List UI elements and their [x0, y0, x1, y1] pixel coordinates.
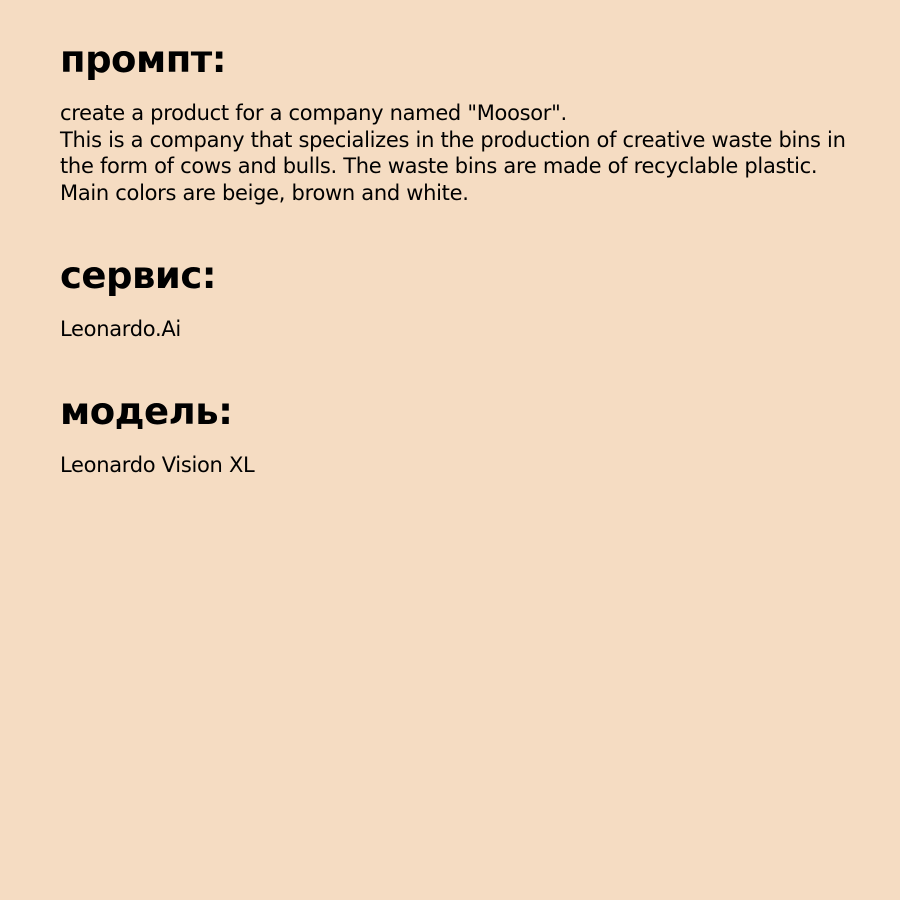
prompt-line-2: This is a company that specializes in the production of creative waste bins in the form of cows and bulls. The waste bins are made of recyclable plastic. Main colors are beige, brown and white. — [60, 127, 846, 205]
model-heading: модель: — [60, 390, 233, 433]
prompt-line-1: create a product for a company named "Moosor". — [60, 101, 567, 125]
prompt-heading: промпт: — [60, 38, 227, 81]
service-heading: сервис: — [60, 254, 217, 297]
prompt-text — [60, 100, 850, 206]
model-value: Leonardo Vision XL — [60, 453, 255, 477]
service-value: Leonardo.Ai — [60, 317, 181, 341]
